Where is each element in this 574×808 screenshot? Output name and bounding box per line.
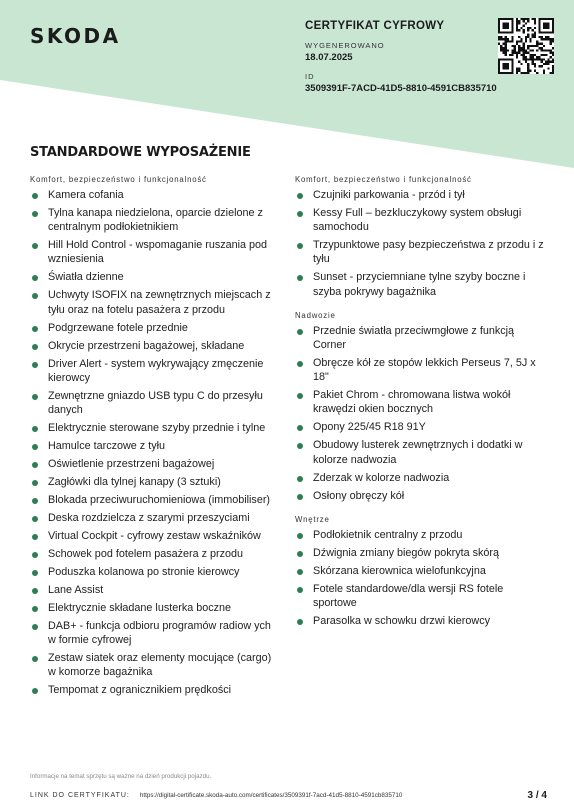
list-item <box>30 651 280 679</box>
list-item-text: Okrycie przestrzeni bagażowej, składane <box>48 339 245 352</box>
list-item <box>295 438 550 466</box>
list-item <box>30 339 280 353</box>
list-item <box>295 324 550 352</box>
list-item-text: Blokada przeciwuruchomieniowa (immobiliser) <box>48 494 271 507</box>
list-item <box>295 582 550 610</box>
bullet-icon <box>297 425 303 431</box>
list-item-text: Światła dzienne <box>48 271 124 284</box>
equipment-list <box>295 188 550 299</box>
bullet-icon <box>297 619 303 625</box>
equipment-list <box>295 528 550 628</box>
list-item-text: Fotele standardowe/dla wersji RS fotele sportowe <box>313 582 504 610</box>
bullet-icon <box>297 211 303 217</box>
bullet-icon <box>32 344 38 350</box>
list-item-text: Poduszka kolanowa po stronie kierowcy <box>48 566 240 579</box>
group-title: Komfort, bezpieczeństwo i funkcjonalność <box>30 175 207 184</box>
bullet-icon <box>32 552 38 558</box>
qr-code-icon[interactable] <box>498 18 554 74</box>
footer-note: Informacje na temat sprzętu są ważne na dzień produkcji pojazdu. <box>30 773 212 780</box>
list-item <box>30 529 280 543</box>
id-label: ID <box>305 72 315 81</box>
list-item <box>295 489 550 503</box>
list-item-text: Podgrzewane fotele przednie <box>48 321 188 334</box>
certificate-link-row <box>30 792 550 799</box>
list-item <box>295 614 550 628</box>
bullet-icon <box>297 533 303 539</box>
qr-code-graphic <box>498 18 554 74</box>
list-item <box>30 601 280 615</box>
list-item-text: Czujniki parkowania - przód i tył <box>313 189 465 201</box>
list-item <box>295 564 550 578</box>
certificate-title: CERTYFIKAT CYFROWY <box>305 20 445 32</box>
list-item <box>295 546 550 560</box>
bullet-icon <box>32 588 38 594</box>
bullet-icon <box>297 443 303 449</box>
list-item-text: Obręcze kół ze stopów lekkich Perseus 7, 5J x 18" <box>313 357 536 384</box>
bullet-icon <box>32 293 38 299</box>
list-item-text: Podłokietnik centralny z przodu <box>313 528 463 541</box>
list-item-text: Oświetlenie przestrzeni bagażowej <box>48 458 215 471</box>
bullet-icon <box>297 243 303 249</box>
bullet-icon <box>32 426 38 432</box>
bullet-icon <box>32 688 38 694</box>
list-item <box>30 619 280 647</box>
list-item <box>295 238 550 266</box>
list-item <box>30 188 280 202</box>
bullet-icon <box>297 193 303 199</box>
skoda-logo: SKODA <box>30 24 121 48</box>
bullet-icon <box>32 243 38 249</box>
list-item <box>295 528 550 542</box>
bullet-icon <box>32 498 38 504</box>
list-item <box>30 421 280 435</box>
list-item-text: Opony 225/45 R18 91Y <box>313 421 426 434</box>
list-item-text: Driver Alert - system wykrywający zmęczenie kierowcy <box>48 357 264 384</box>
bullet-icon <box>32 570 38 576</box>
list-item-text: Virtual Cockpit - cyfrowy zestaw wskaźników <box>48 530 261 543</box>
list-item <box>295 388 550 416</box>
right-column <box>295 172 550 632</box>
list-item <box>30 321 280 335</box>
list-item <box>295 188 550 202</box>
list-item-text: Dźwignia zmiany biegów pokryta skórą <box>313 546 500 559</box>
bullet-icon <box>32 394 38 400</box>
list-item <box>30 547 280 561</box>
equipment-list <box>295 324 550 503</box>
list-item-text: Hill Hold Control - wspomaganie ruszania pod wzniesienia <box>48 239 268 266</box>
bullet-icon <box>32 362 38 368</box>
equipment-list <box>30 188 280 698</box>
certificate-info <box>305 20 495 94</box>
bullet-icon <box>32 444 38 450</box>
bullet-icon <box>297 569 303 575</box>
list-item-text: Skórzana kierownica wielofunkcyjna <box>313 564 486 577</box>
bullet-icon <box>32 462 38 468</box>
bullet-icon <box>32 480 38 486</box>
group-interior <box>295 515 550 628</box>
list-item-text: Tylna kanapa niedzielona, oparcie dzielone z centralnym podłokietnikiem <box>48 207 263 234</box>
bullet-icon <box>32 326 38 332</box>
list-item-text: Zewnętrzne gniazdo USB typu C do przesyłu danych <box>48 389 263 417</box>
list-item-text: Trzypunktowe pasy bezpieczeństwa z przodu i z tyłu <box>313 239 544 266</box>
list-item <box>30 565 280 579</box>
bullet-icon <box>297 476 303 482</box>
list-item <box>30 357 280 385</box>
bullet-icon <box>32 624 38 630</box>
bullet-icon <box>297 275 303 281</box>
list-item <box>30 511 280 525</box>
list-item <box>30 270 280 284</box>
bullet-icon <box>32 193 38 199</box>
list-item-text: Osłony obręczy kół <box>313 489 405 502</box>
list-item-text: Hamulce tarczowe z tyłu <box>48 440 166 453</box>
bullet-icon <box>32 275 38 281</box>
list-item <box>30 206 280 234</box>
list-item <box>30 457 280 471</box>
bullet-icon <box>297 587 303 593</box>
generated-label: WYGENEROWANO <box>305 41 385 50</box>
list-item-text: Schowek pod fotelem pasażera z przodu <box>48 548 244 561</box>
list-item-text: Zestaw siatek oraz elementy mocujące (cargo) w komorze bagażnika <box>48 652 272 679</box>
list-item <box>295 471 550 485</box>
list-item <box>295 420 550 434</box>
list-item-text: Zderzak w kolorze nadwozia <box>313 471 450 484</box>
list-item <box>30 439 280 453</box>
list-item-text: Kamera cofania <box>48 189 124 201</box>
bullet-icon <box>297 329 303 335</box>
list-item <box>295 356 550 384</box>
list-item-text: Elektrycznie sterowane szyby przednie i tylne <box>48 422 266 435</box>
generated-date: 18.07.2025 <box>305 52 353 63</box>
bullet-icon <box>32 606 38 612</box>
list-item-text: Elektrycznie składane lusterka boczne <box>48 602 232 615</box>
bullet-icon <box>32 656 38 662</box>
list-item-text: Tempomat z ogranicznikiem prędkości <box>48 684 232 697</box>
section-title: STANDARDOWE WYPOSAŻENIE <box>30 145 251 160</box>
list-item-text: Obudowy lusterek zewnętrznych i dodatki w kolorze nadwozia <box>313 439 523 466</box>
group-body <box>295 311 550 503</box>
group-title: Komfort, bezpieczeństwo i funkcjonalność <box>295 175 472 184</box>
certificate-link[interactable]: https://digital-certificate.skoda-auto.com/certificates/3509391f-7acd-41d5-8810-4591cb835710 <box>139 792 403 799</box>
list-item-text: Deska rozdzielcza z szarymi przeszyciami <box>48 512 250 525</box>
list-item <box>30 389 280 417</box>
certificate-link-label: LINK DO CERTYFIKATU: <box>30 792 130 799</box>
list-item-text: Pakiet Chrom - chromowana listwa wokół krawędzi okien bocznych <box>313 389 511 416</box>
bullet-icon <box>32 211 38 217</box>
certificate-id: 3509391F-7ACD-41D5-8810-4591CB835710 <box>305 83 497 94</box>
list-item-text: Parasolka w schowku drzwi kierowcy <box>313 615 491 628</box>
page-number: 3 / 4 <box>527 790 547 801</box>
bullet-icon <box>297 551 303 557</box>
list-item <box>295 270 550 298</box>
list-item <box>295 206 550 234</box>
bullet-icon <box>297 494 303 500</box>
bullet-icon <box>297 361 303 367</box>
list-item-text: Lane Assist <box>48 584 104 597</box>
group-comfort-right <box>295 175 550 299</box>
list-item-text: Kessy Full – bezkluczykowy system obsługi samochodu <box>313 207 522 234</box>
group-title: Nadwozie <box>295 310 336 320</box>
list-item <box>30 288 280 316</box>
list-item-text: DAB+ - funkcja odbioru programów radiow ych w formie cyfrowej <box>48 620 271 647</box>
list-item <box>30 583 280 597</box>
list-item <box>30 683 280 697</box>
list-item <box>30 238 280 266</box>
bullet-icon <box>32 516 38 522</box>
list-item-text: Uchwyty ISOFIX na zewnętrznych miejscach z tyłu oraz na fotelu pasażera z przodu <box>48 289 271 316</box>
left-column <box>30 172 280 701</box>
list-item <box>30 475 280 489</box>
list-item-text: Sunset - przyciemniane tylne szyby boczne i szyba pokrywy bagażnika <box>313 271 526 298</box>
group-title: Wnętrze <box>295 514 330 524</box>
group-comfort-left <box>30 175 280 698</box>
bullet-icon <box>32 534 38 540</box>
list-item-text: Przednie światła przeciwmgłowe z funkcją Corner <box>313 324 515 352</box>
list-item-text: Zagłówki dla tylnej kanapy (3 sztuki) <box>48 476 221 489</box>
list-item <box>30 493 280 507</box>
bullet-icon <box>297 393 303 399</box>
